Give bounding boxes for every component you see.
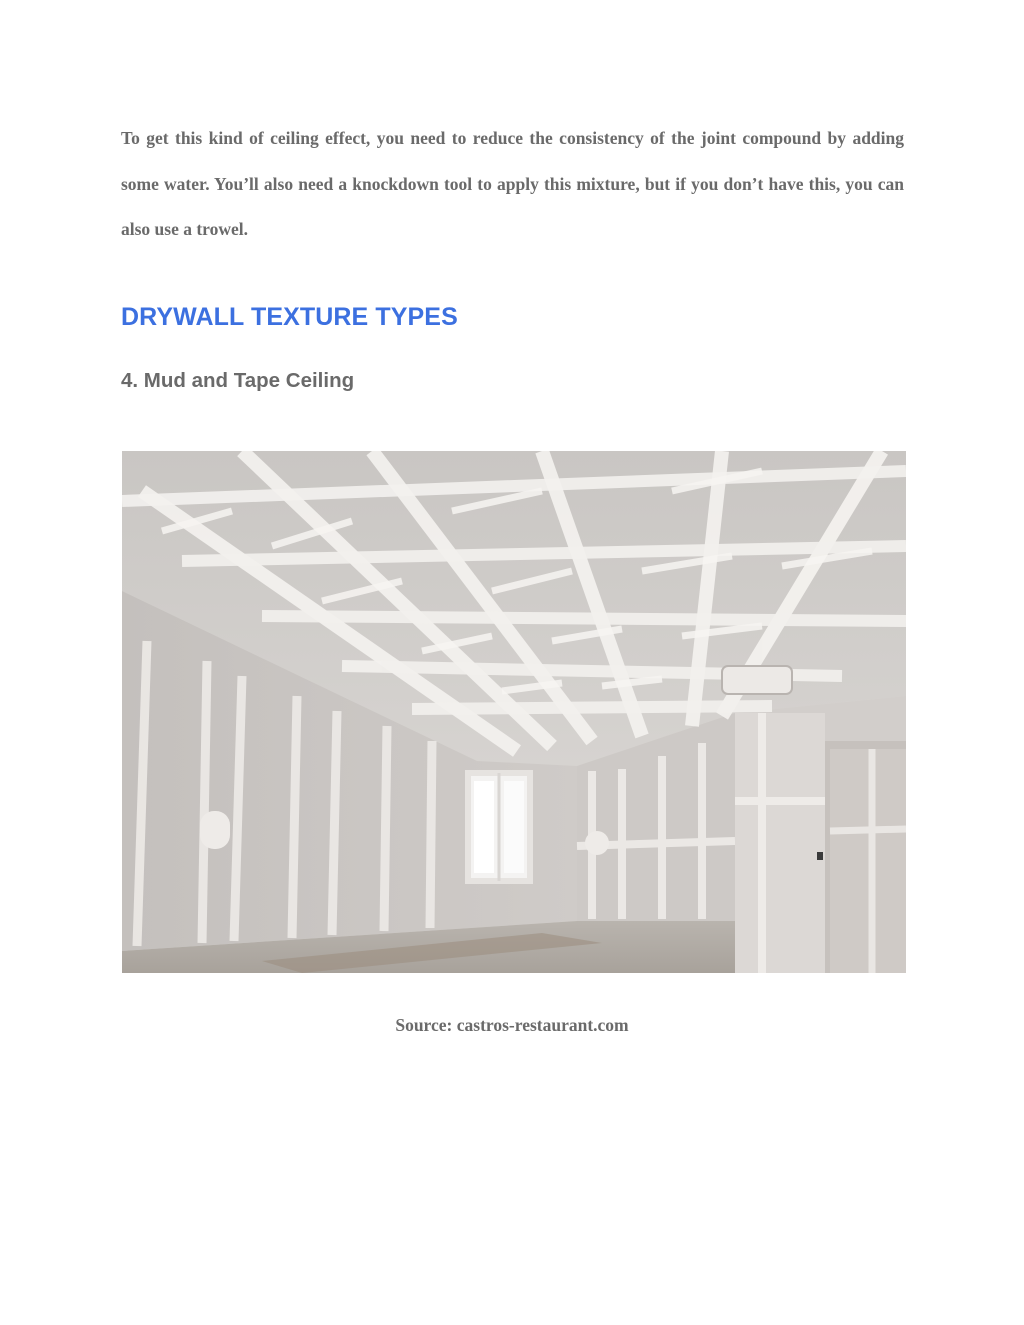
body-paragraph: To get this kind of ceiling effect, you need to reduce the consistency of the joint compound by adding some water. You’ll also need a knockdown tool to apply this mixture, but if you don’t have this, you can also use a trowel. — [121, 128, 904, 239]
ceiling-photo-illustration — [122, 451, 906, 973]
section-title: DRYWALL TEXTURE TYPES — [121, 303, 458, 331]
ceiling-photo — [122, 451, 906, 973]
subsection-title: 4. Mud and Tape Ceiling — [121, 369, 355, 392]
image-caption: Source: castros-restaurant.com — [395, 1015, 629, 1035]
